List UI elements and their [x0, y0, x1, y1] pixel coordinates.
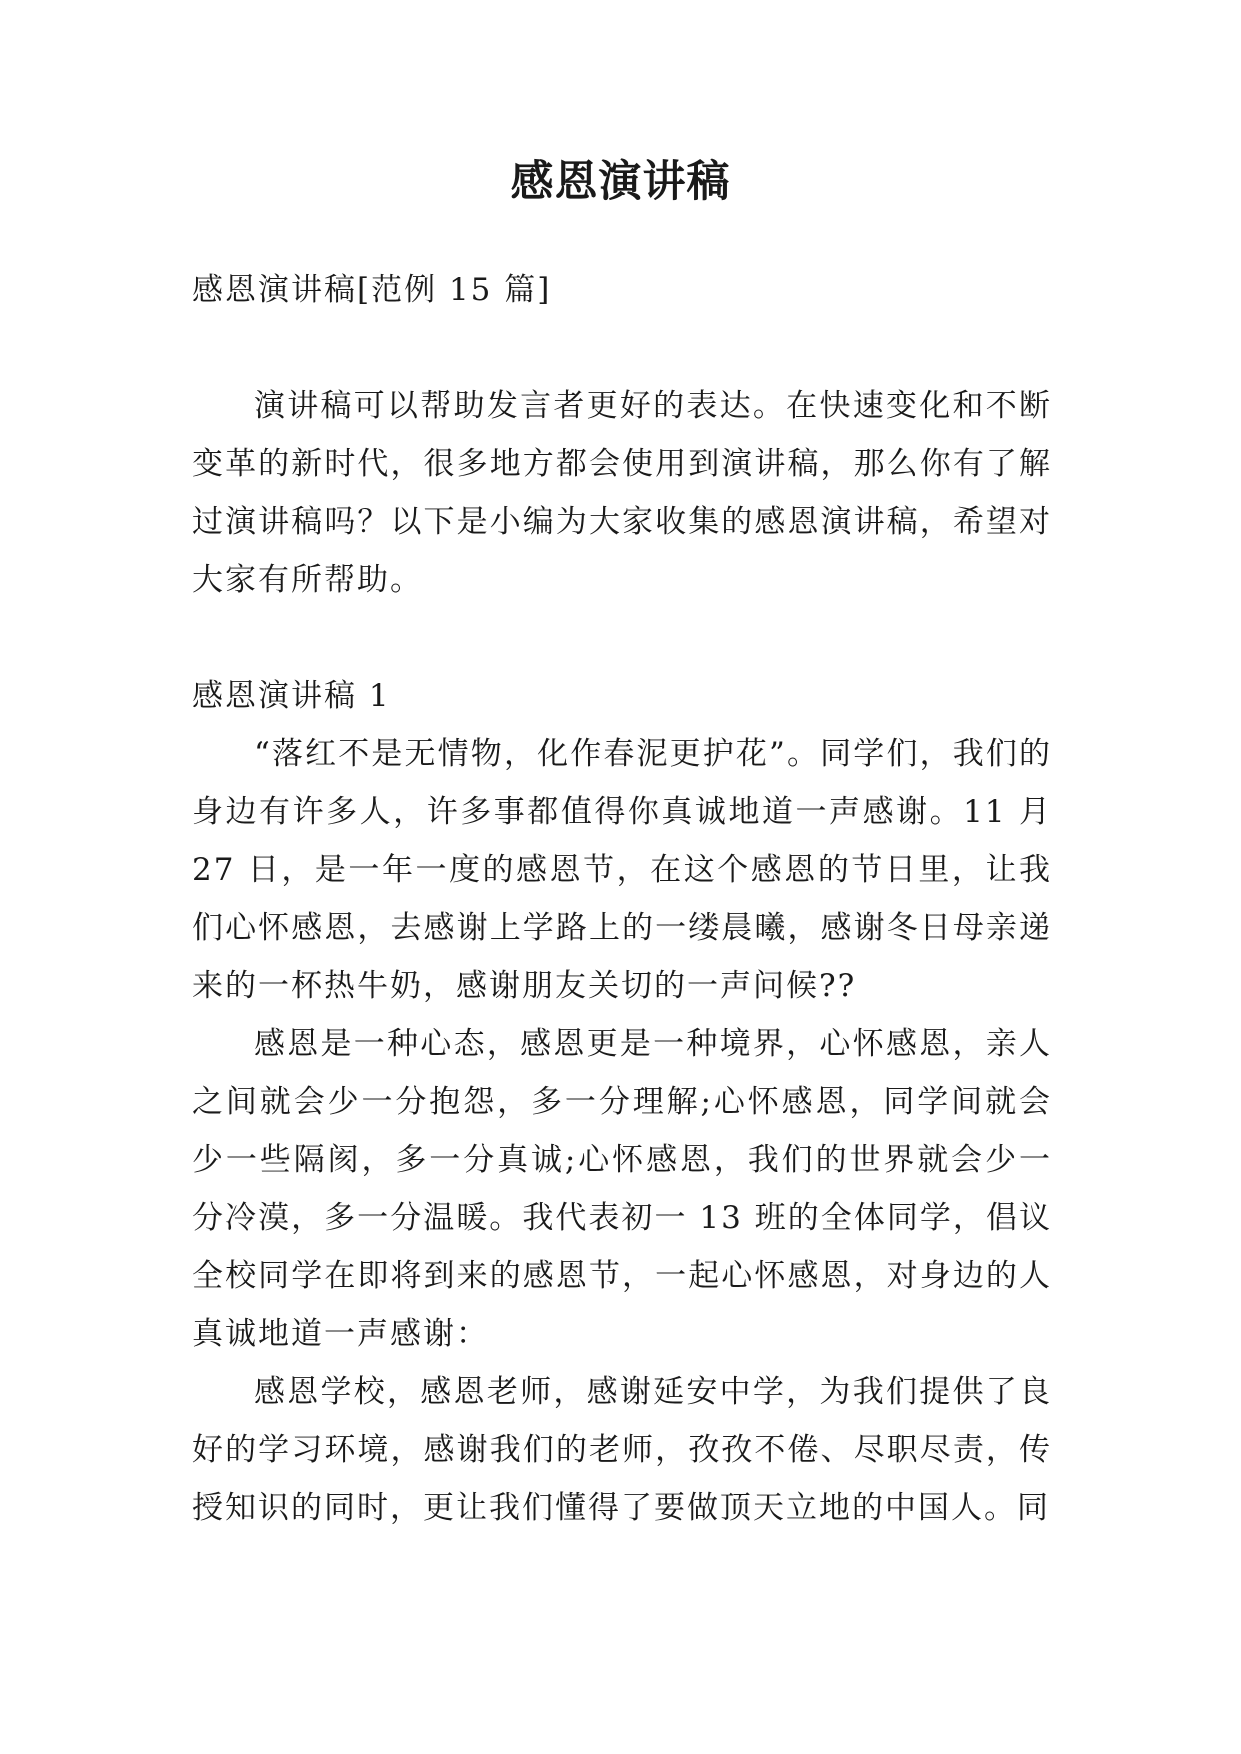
document-subtitle: 感恩演讲稿[范例 15 篇]	[192, 272, 552, 308]
body-paragraph: “落红不是无情物，化作春泥更护花”。同学们，我们的身边有许多人，许多事都值得你真诚地道一声感谢。11 月 27 日，是一年一度的感恩节，在这个感恩的节日里，让我们心怀感恩，去感谢上学路上的一缕晨曦，感谢冬日母亲递来的一杯热牛奶，感谢朋友关切的一声问候??	[192, 736, 1052, 1004]
section-heading: 感恩演讲稿 1	[192, 678, 391, 714]
document-title: 感恩演讲稿	[510, 157, 731, 207]
intro-paragraph: 演讲稿可以帮助发言者更好的表达。在快速变化和不断变革的新时代，很多地方都会使用到演讲稿，那么你有了解过演讲稿吗？以下是小编为大家收集的感恩演讲稿，希望对大家有所帮助。	[192, 388, 1052, 598]
body-paragraph: 感恩是一种心态，感恩更是一种境界，心怀感恩，亲人之间就会少一分抱怨，多一分理解;心怀感恩，同学间就会少一些隔阂，多一分真诚;心怀感恩，我们的世界就会少一分冷漠，多一分温暖。我代表初一 13 班的全体同学，倡议全校同学在即将到来的感恩节，一起心怀感恩，对身边的人真诚地道一声感谢：	[192, 1026, 1052, 1352]
body-paragraph: 感恩学校，感恩老师，感谢延安中学，为我们提供了良好的学习环境，感谢我们的老师，孜孜不倦、尽职尽责，传授知识的同时，更让我们懂得了要做顶天立地的中国人。同	[192, 1374, 1052, 1526]
document-body	[192, 261, 1052, 1537]
